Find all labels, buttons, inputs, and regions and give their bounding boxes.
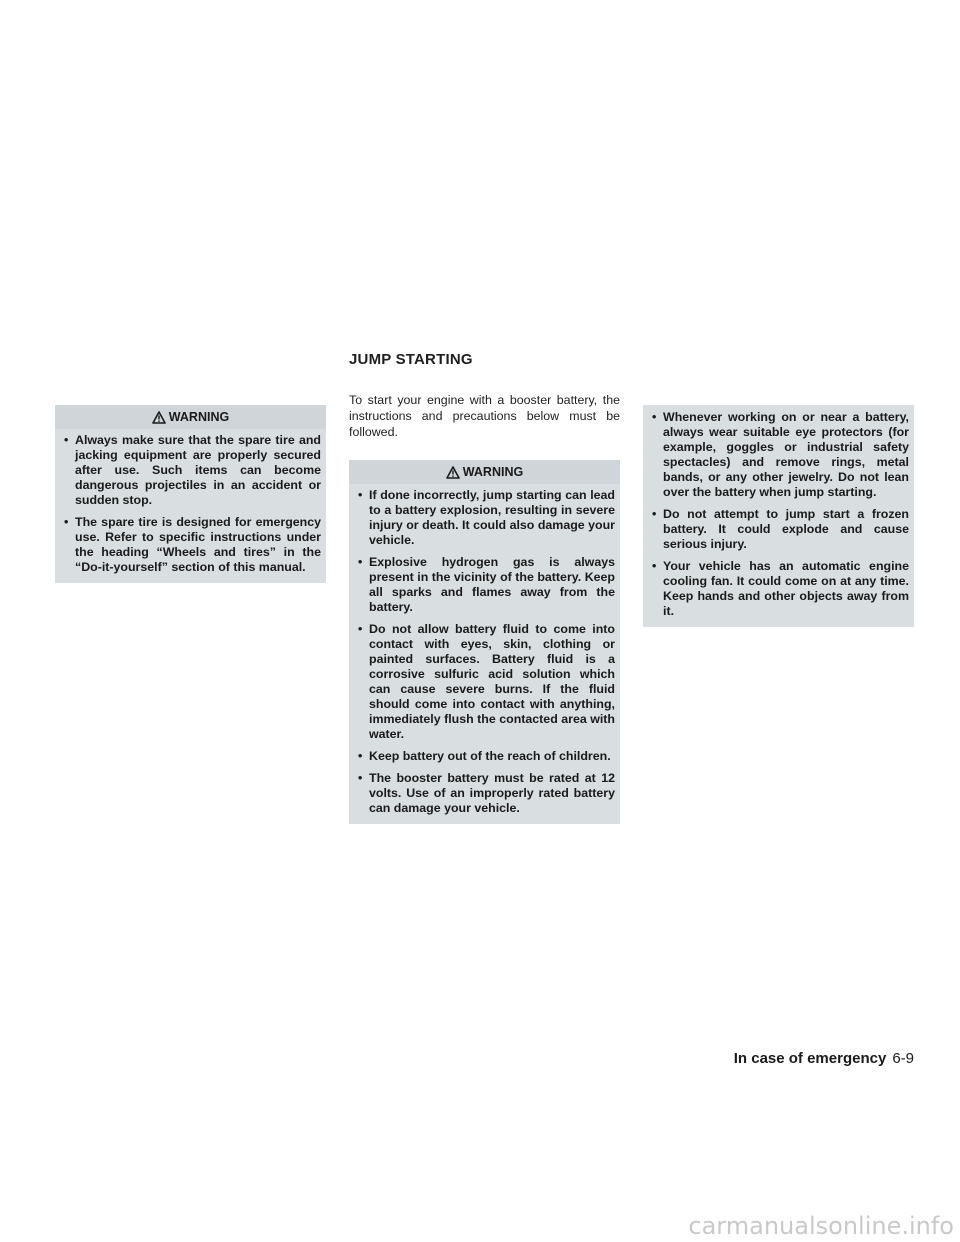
warning-item: • The spare tire is designed for emergency use. Refer to specific instructions under the heading “Wheels and tires” in the “Do-it-yourself” section of this manual.: [61, 515, 321, 575]
warning-item: • If done incorrectly, jump starting can lead to a battery explosion, resulting in severe injury or death. It could also damage your vehicle.: [355, 488, 615, 548]
warning-item: • Keep battery out of the reach of children.: [355, 749, 615, 764]
warning-box-left: [55, 405, 326, 583]
warning-triangle-icon: [152, 411, 166, 424]
warning-item: • Do not allow battery fluid to come into contact with eyes, skin, clothing or painted surfaces. Battery fluid is a corrosive sulfuric acid solution which can cause severe burns. If the fluid should come into contact with anything, immediately flush the contacted area with water.: [355, 622, 615, 742]
page-footer: [734, 1050, 914, 1067]
warning-item: • Your vehicle has an automatic engine cooling fan. It could come on at any time. Keep hands and other objects away from it.: [649, 559, 909, 619]
warning-triangle-icon: [446, 466, 460, 479]
warning-box-middle: [349, 460, 620, 824]
warning-item: • The booster battery must be rated at 12 volts. Use of an improperly rated battery can damage your vehicle.: [355, 771, 615, 816]
page-number: 6-9: [892, 1050, 914, 1067]
warning-title: WARNING: [462, 465, 524, 479]
warning-item: • Always make sure that the spare tire and jacking equipment are properly secured after use. Such items can become dangerous projectiles in an accident or sudden stop.: [61, 433, 321, 508]
warning-item: • Explosive hydrogen gas is always present in the vicinity of the battery. Keep all sparks and flames away from the battery.: [355, 555, 615, 615]
warning-box-right: [643, 405, 914, 627]
warning-list: [61, 433, 321, 575]
warning-header: [55, 405, 326, 429]
warning-list: [649, 410, 909, 619]
warning-list: [355, 488, 615, 816]
footer-section-title: In case of emergency: [733, 1050, 887, 1067]
warning-header: [349, 460, 620, 484]
warning-item: • Do not attempt to jump start a frozen battery. It could explode and cause serious injury.: [649, 507, 909, 552]
intro-paragraph: To start your engine with a booster battery, the instructions and precautions below must be followed.: [349, 393, 620, 439]
warning-title: WARNING: [168, 410, 230, 424]
watermark: carmanualsonline.info: [688, 1212, 954, 1240]
section-heading: JUMP STARTING: [349, 351, 473, 368]
warning-item: • Whenever working on or near a battery, always wear suitable eye protectors (for example, goggles or industrial safety spectacles) and remove rings, metal bands, or any other jewelry. Do not lean over the battery when jump starting.: [649, 410, 909, 500]
